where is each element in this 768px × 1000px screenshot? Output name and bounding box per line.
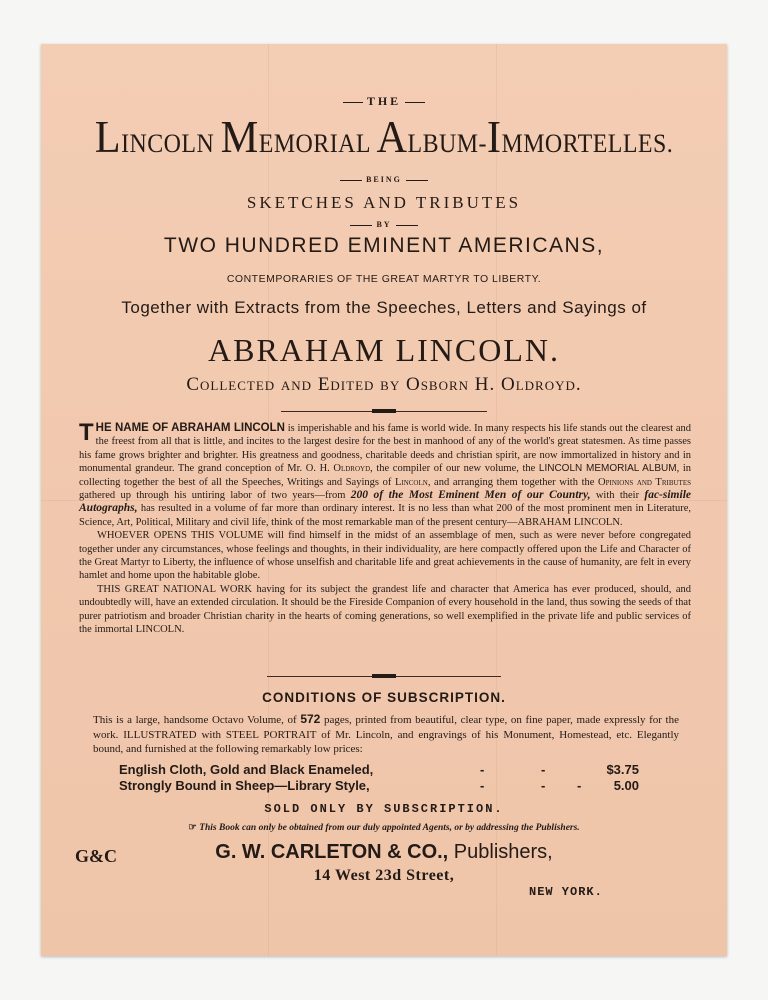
publisher-city: NEW YORK.	[529, 885, 603, 899]
subtitle-sketches: SKETCHES AND TRIBUTES	[246, 193, 522, 212]
the-heading: THE	[41, 94, 727, 109]
sold-by-subscription: SOLD ONLY BY SUBSCRIPTION.	[264, 802, 504, 816]
broadside-sheet: THE LINCOLN MEMORIAL ALBUM-IMMORTELLES. BEING SKETCHES AND TRIBUTES BY TWO HUNDRED EMINENT AMERICANS, CONTEMPORARIES OF THE GREAT MARTYR TO LIBERTY. Together with Extracts from the Speeches, Letters and Sayings of ABRAHAM LINCOLN. Collected and Edited by Osborn H. Oldroyd. THE NAME OF ABRAHAM LINCOLN is imperishable and his fame is world wide. In many respects his life stands out the clearest and the freest from all that is little, and incites to the largest desire for the best in manhood of any of the world's great statesmen. As time passes his fame grows brighter and brighter. His greatness and goodness, charitable deeds and christian spirit, are now immortalized in history and in monumental grandeur. The grand conception of Mr. O. H. Oldroyd, the compiler of our new volume, the LINCOLN MEMORIAL ALBUM, in collecting together the best of all the Speeches, Writings and Sayings of Lincoln, and arranging them together with the Opinions and Tributes gathered up through his untiring labor of two years—from 200 of the Most Eminent Men of our Country, with their fac-simile Autographs, has resulted in a volume of far more than ordinary interest. It is no less than what 200 of the most prominent men in Literature, Science, Art, Political, Military and civil life, think of the most remarkable man of the present century—ABRAHAM LINCOLN. WHOEVER OPENS THIS VOLUME will find himself in the midst of an assemblage of men, such as were never before congregated together under any circumstances, whose feelings and thoughts, in their individuality, are here compactly offered upon the Life and Character of the Great Martyr to Liberty, the influence of whose unselfish and charitable life and great achievements in the cause of humanity, are felt in every hamlet and home upon the habitable globe. THIS GREAT NATIONAL WORK having for its subject the grandest life and character that America has ever produced, should, and undoubtedly will, have an extended circulation. It should be the Fireside Companion of every household in the land, thus sowing the seeds of that purer patriotism and broader Christian charity in the hearts of coming generations, so well exemplified in the private life and public services of the immortal LINCOLN. CONDITIONS OF SUBSCRIPTION. This is a large, handsome Octavo Volume, of 572 pages, printed from beautiful, clear type, on fine paper, made expressly for the work. ILLUSTRATED with STEEL PORTRAIT of Mr. Lincoln, and engravings of his Monument, Homestead, etc. Elegantly bound, and furnished at the following remarkably low prices: English Cloth, Gold and Black Enameled, - - $3.75 Strongly Bound in Sheep—Library Style, - - - 5.00 SOLD ONLY BY SUBSCRIPTION. ☞ This Book can only be obtained from our duly appointed Agents, or by addressing the Publishers. G&C G. W. CARLETON & CO., Publishers, 14 West 23d Street, NEW YORK.	[41, 44, 727, 956]
main-title: LINCOLN MEMORIAL ALBUM-IMMORTELLES.	[94, 111, 674, 162]
by-separator: BY	[41, 220, 727, 229]
pointing-hand-icon: ☞	[188, 823, 197, 833]
conditions-text: This is a large, handsome Octavo Volume, of 572 pages, printed from beautiful, clear type, on fine paper, made expressly for the work. ILLUSTRATED with STEEL PORTRAIT of Mr. Lincoln, and engravings of his Monument, Homestead, etc. Elegantly bound, and furnished at the following remarkably low prices:	[93, 712, 679, 755]
drop-cap: T	[79, 419, 94, 446]
paragraph: THE NAME OF ABRAHAM LINCOLN is imperishable and his fame is world wide. In many respects his life stands out the clearest and the freest from all that is little, and incites to the largest desire for the best in manhood of any of the world's great statesmen. As time passes his fame grows brighter and brighter. His greatness and goodness, charitable deeds and christian spirit, are now immortalized in history and in monumental grandeur. The grand conception of Mr. O. H. Oldroyd, the compiler of our new volume, the LINCOLN MEMORIAL ALBUM, in collecting together the best of all the Speeches, Writings and Sayings of Lincoln, and arranging them together with the Opinions and Tributes gathered up through his untiring labor of two years—from 200 of the Most Eminent Men of our Country, with their fac-simile Autographs, has resulted in a volume of far more than ordinary interest. It is no less than what 200 of the most prominent men in Literature, Science, Art, Political, Military and civil life, think of the most remarkable man of the present century—ABRAHAM LINCOLN.	[79, 419, 692, 528]
divider-rule	[267, 676, 501, 677]
body-text	[79, 419, 692, 637]
paragraph: THIS GREAT NATIONAL WORK having for its subject the grandest life and character that America has ever produced, should, and undoubtedly will, have an extended circulation. It should be the Fireside Companion of every household in the land, thus sowing the seeds of that purer patriotism and broader Christian charity in the hearts of coming generations, so well exemplified in the private life and public services of the immortal LINCOLN.	[79, 583, 691, 636]
publisher-monogram-icon: G&C	[75, 846, 117, 866]
subtitle-two-hundred: TWO HUNDRED EMINENT AMERICANS,	[163, 234, 605, 257]
divider-rule	[281, 411, 487, 412]
paragraph: WHOEVER OPENS THIS VOLUME will find himself in the midst of an assemblage of men, such as were never before congregated together under any circumstances, whose feelings and thoughts, in their individuality, are here compactly offered upon the Life and Character of the Great Martyr to Liberty, the influence of whose unselfish and charitable life and great achievements in the cause of humanity, are felt in every hamlet and home upon the habitable globe.	[79, 530, 691, 582]
subtitle-together: Together with Extracts from the Speeches, Letters and Sayings of	[121, 298, 647, 317]
abraham-lincoln-heading: ABRAHAM LINCOLN.	[208, 332, 560, 368]
subtitle-contemporaries: CONTEMPORARIES OF THE GREAT MARTYR TO LIBERTY.	[226, 273, 542, 285]
agents-note: ☞ This Book can only be obtained from our duly appointed Agents, or by addressing the Publishers.	[188, 823, 580, 833]
collected-by-line: Collected and Edited by Osborn H. Oldroyd.	[186, 374, 582, 395]
being-separator: BEING	[41, 175, 727, 184]
publisher-street: 14 West 23d Street,	[313, 867, 455, 884]
publisher-name: G. W. CARLETON & CO., Publishers,	[215, 841, 553, 863]
conditions-heading: CONDITIONS OF SUBSCRIPTION.	[262, 690, 506, 705]
